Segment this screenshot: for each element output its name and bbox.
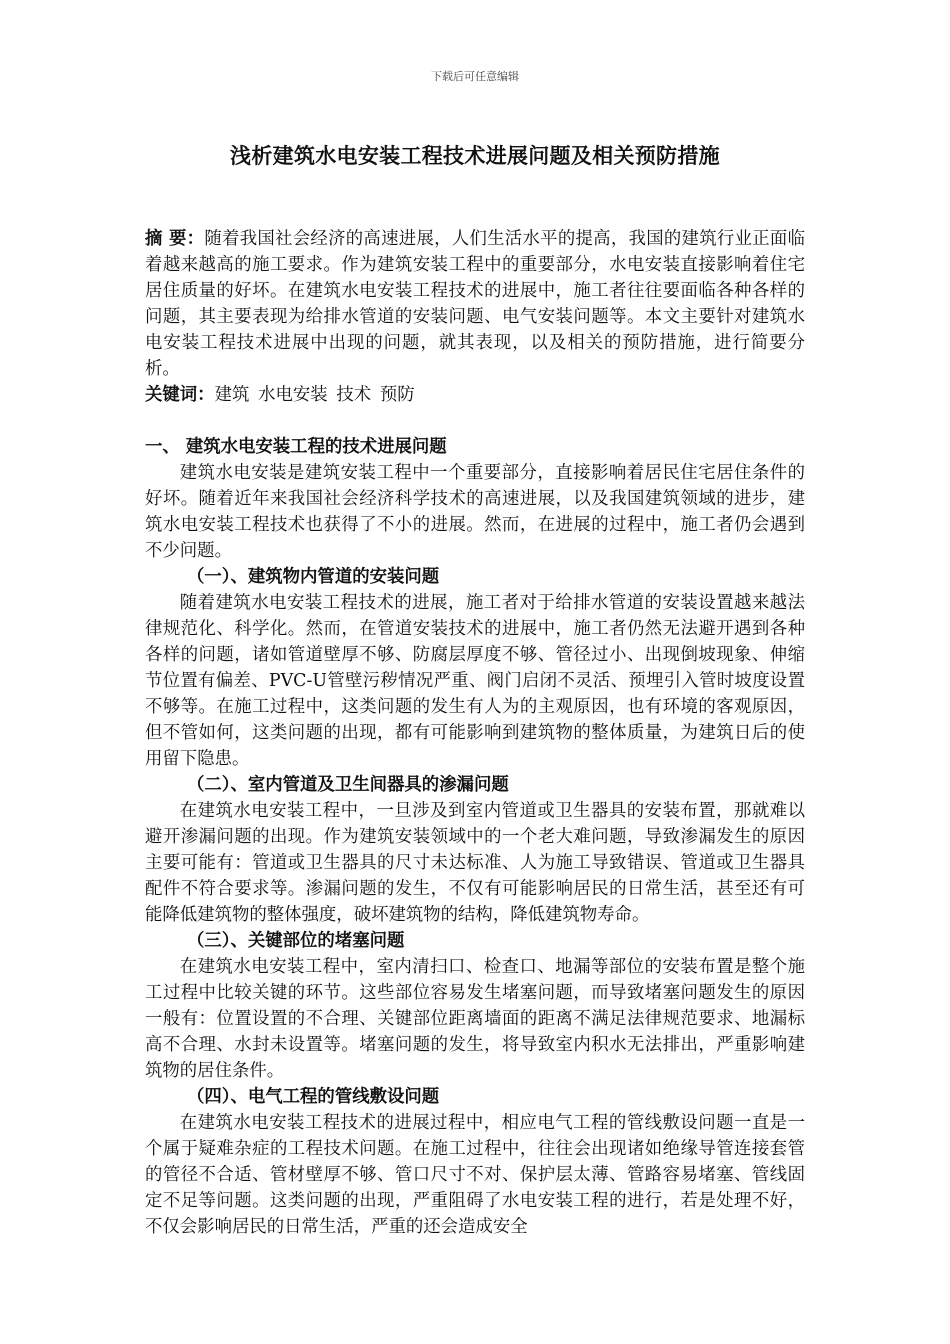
- keywords-line: [145, 382, 805, 408]
- subsection-heading: （一）、建筑物内管道的安装问题: [187, 567, 440, 587]
- subsection-paragraph: 在建筑水电安装工程中，室内清扫口、检查口、地漏等部位的安装布置是整个施工过程中比较关键的环节。这些部位容易发生堵塞问题，而导致堵塞问题发生的原因一般有：位置设置的不合理、关键部位距离墙面的距离不满足法律规范要求、地漏标高不合理、水封未设置等。堵塞问题的发生，将导致室内积水无法排出，严重影响建筑物的居住条件。: [145, 957, 805, 1081]
- abstract-label: 摘 要：: [145, 229, 205, 249]
- document-title: 浅析建筑水电安装工程技术进展问题及相关预防措施: [230, 143, 720, 168]
- subsection-heading: （二）、室内管道及卫生间器具的渗漏问题: [187, 775, 509, 795]
- document-body: [145, 226, 805, 1240]
- subsection-paragraph: 在建筑水电安装工程中，一旦涉及到室内管道或卫生器具的安装布置，那就难以避开渗漏问题的出现。作为建筑安装领域中的一个老大难问题，导致渗漏发生的原因主要可能有：管道或卫生器具的尺寸未达标准、人为施工导致错误、管道或卫生器具配件不符合要求等。渗漏问题的发生，不仅有可能影响居民的日常生活，甚至还有可能降低建筑物的整体强度，破坏建筑物的结构，降低建筑物寿命。: [145, 801, 805, 925]
- header-note: 下载后可任意编辑: [431, 70, 519, 83]
- subsection-heading: （四）、电气工程的管线敷设问题: [187, 1087, 440, 1107]
- keyword-item: 建筑: [214, 385, 250, 405]
- keyword-item: 预防: [379, 385, 415, 405]
- section-intro-paragraph: 建筑水电安装是建筑安装工程中一个重要部分，直接影响着居民住宅居住条件的好坏。随着近年来我国社会经济科学技术的高速进展，以及我国建筑领域的进步，建筑水电安装工程技术也获得了不小的进展。然而，在进展的过程中，施工者仍会遇到不少问题。: [145, 463, 805, 561]
- abstract-paragraph: [145, 226, 805, 382]
- subsection-paragraph: 随着建筑水电安装工程技术的进展，施工者对于给排水管道的安装设置越来越法律规范化、科学化。然而，在管道安装技术的进展中，施工者仍然无法避开遇到各种各样的问题，诸如管道壁厚不够、防腐层厚度不够、管径过小、出现倒坡现象、伸缩节位置有偏差、PVC-U管壁污秽情况严重、阀门启闭不灵活、预埋引入管时坡度设置不够等。在施工过程中，这类问题的发生有人为的主观原因，也有环境的客观原因，但不管如何，这类问题的出现，都有可能影响到建筑物的整体质量，为建筑日后的使用留下隐患。: [145, 593, 805, 769]
- subsection-heading: （三）、关键部位的堵塞问题: [187, 931, 405, 951]
- keyword-item: 技术: [336, 385, 372, 405]
- keyword-item: 水电安装: [258, 385, 328, 405]
- subsection-paragraph: 在建筑水电安装工程技术的进展过程中，相应电气工程的管线敷设问题一直是一个属于疑难杂症的工程技术问题。在施工过程中，往往会出现诸如绝缘导管连接套管的管径不合适、管材壁厚不够、管口尺寸不对、保护层太薄、管路容易堵塞、管线固定不足等问题。这类问题的出现，严重阻碍了水电安装工程的进行，若是处理不好，不仅会影响居民的日常生活，严重的还会造成安全: [145, 1113, 805, 1237]
- keywords-label: 关键词：: [145, 385, 215, 405]
- section-heading: 一、 建筑水电安装工程的技术进展问题: [145, 437, 447, 457]
- abstract-text: 随着我国社会经济的高速进展，人们生活水平的提高，我国的建筑行业正面临着越来越高的施工要求。作为建筑安装工程中的重要部分，水电安装直接影响着住宅居住质量的好坏。在建筑水电安装工程技术的进展中，施工者往往要面临各种各样的问题，其主要表现为给排水管道的安装问题、电气安装问题等。本文主要针对建筑水电安装工程技术进展中出现的问题，就其表现，以及相关的预防措施，进行简要分析。: [145, 229, 805, 379]
